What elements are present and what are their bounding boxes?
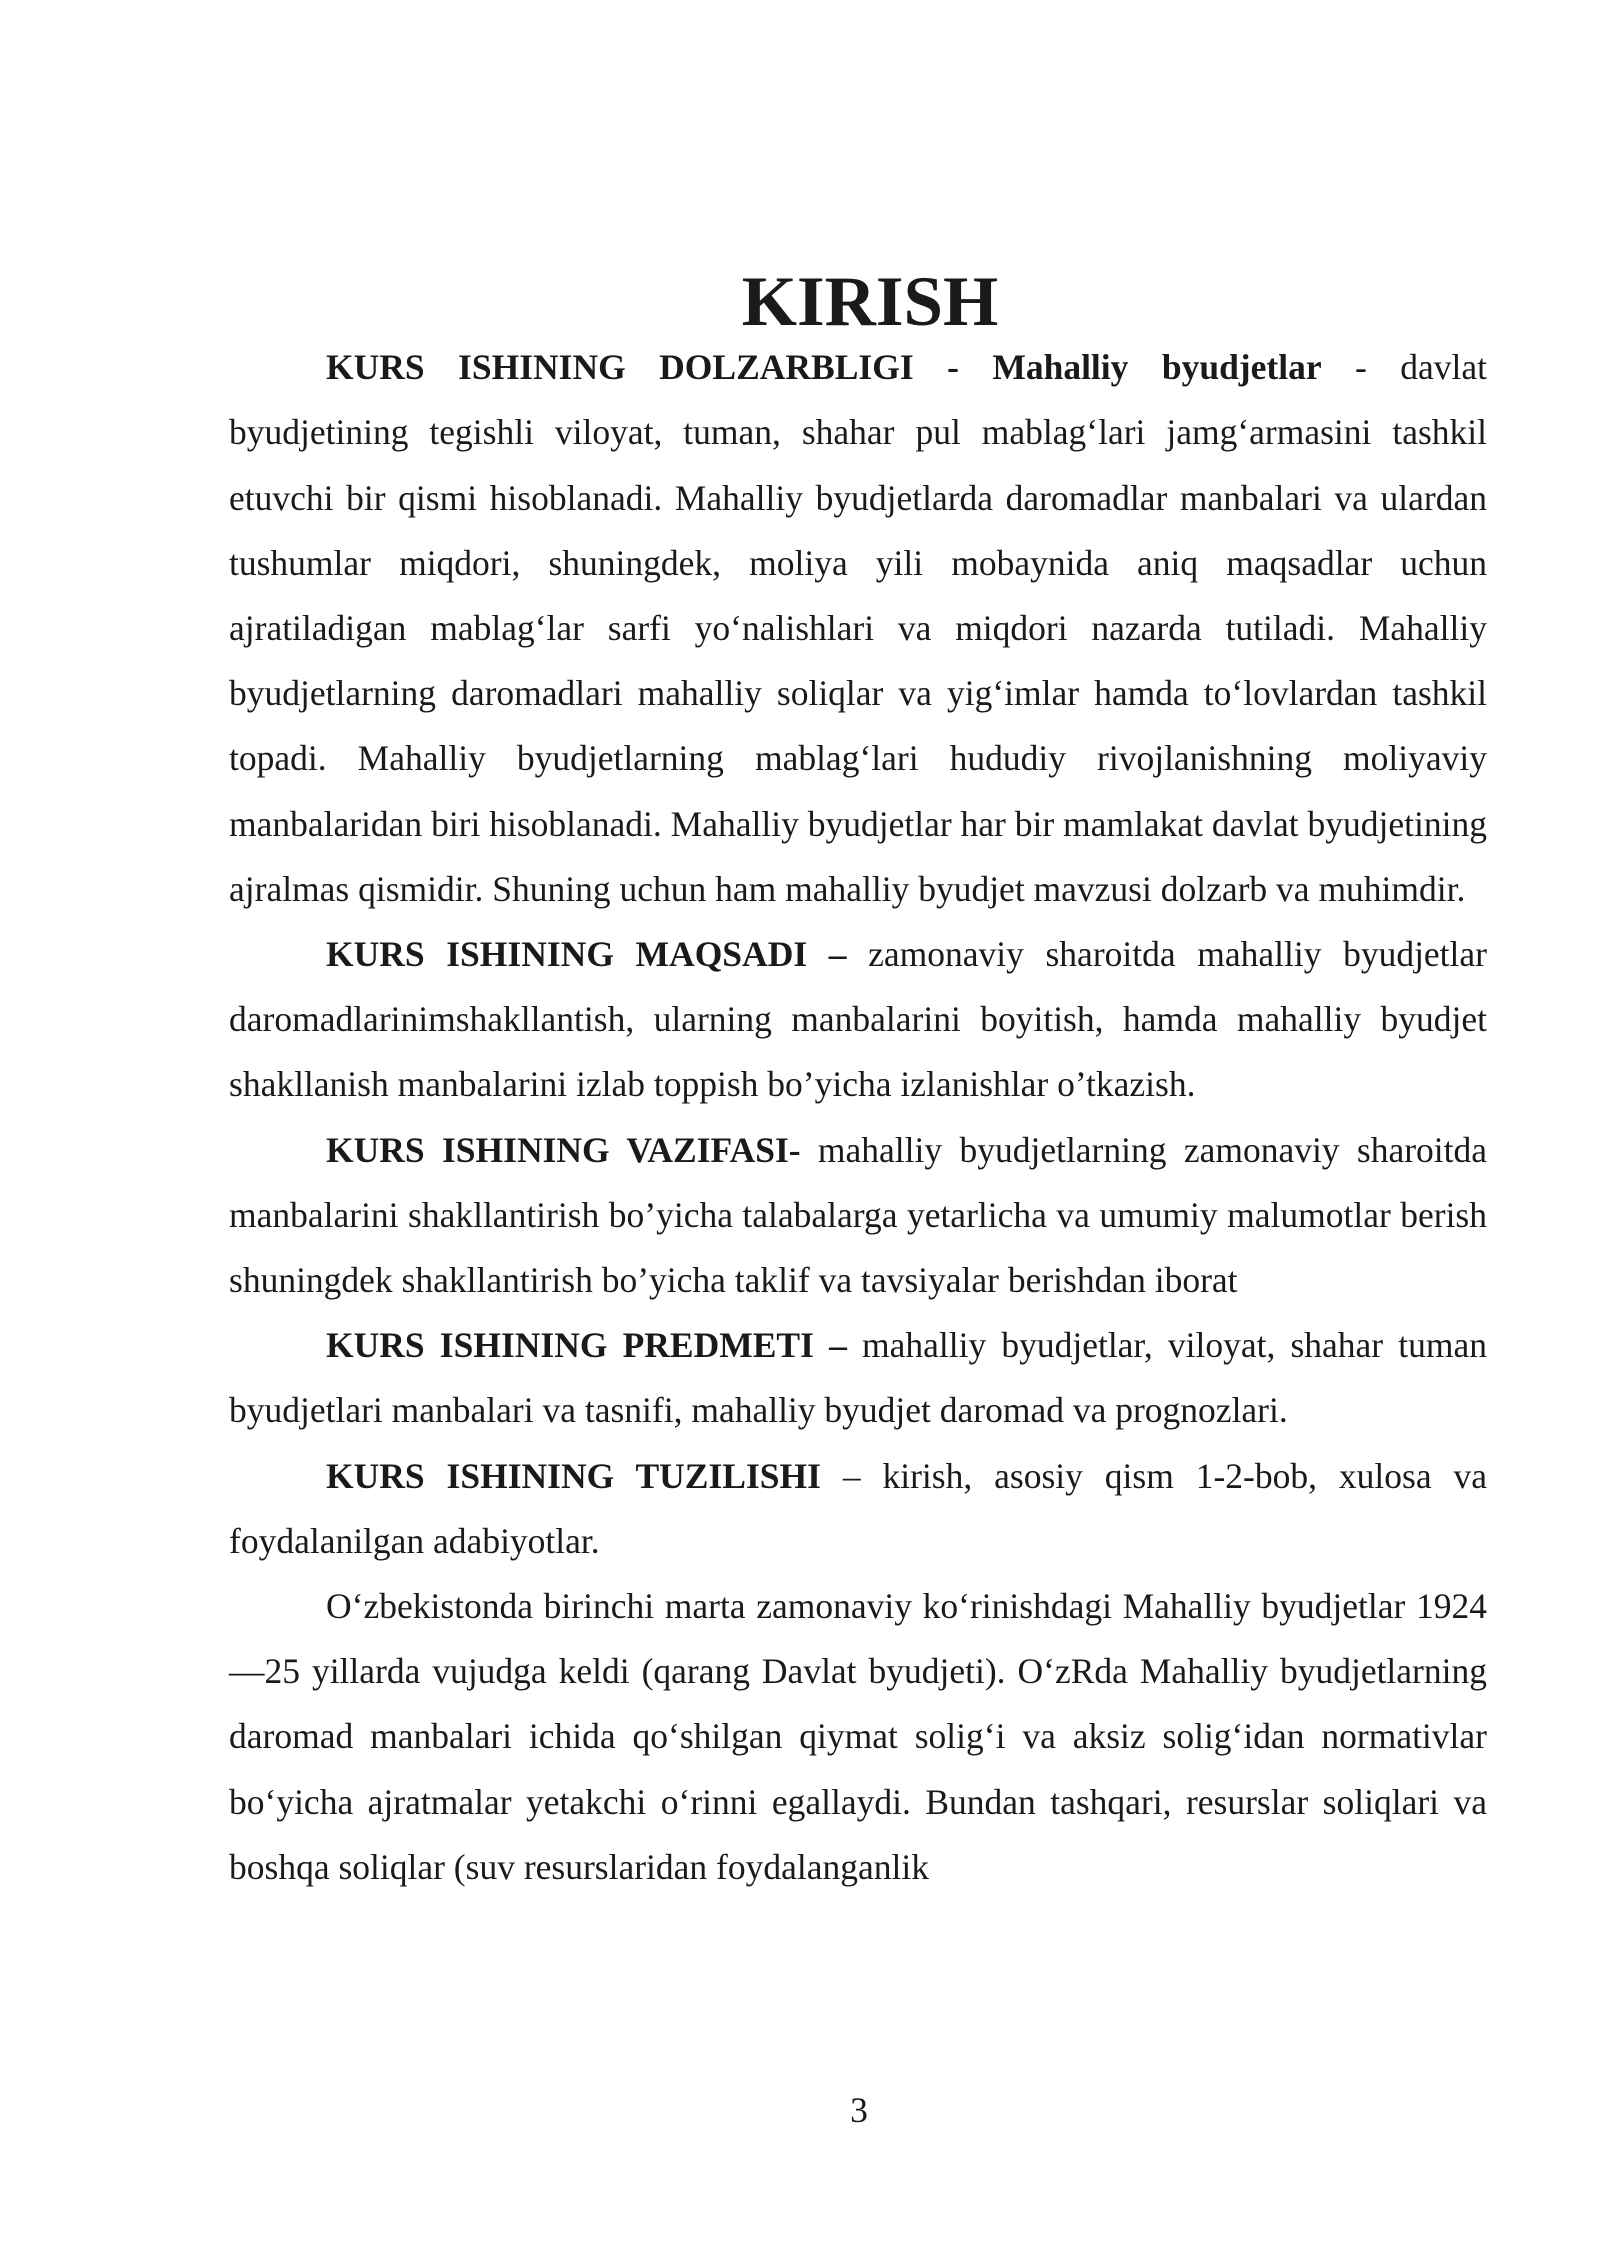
paragraph-lead: KURS ISHINING DOLZARBLIGI - Mahalliy byudjetlar — [326, 347, 1322, 388]
paragraph-history — [229, 1574, 1487, 1900]
paragraph-structure — [229, 1444, 1487, 1574]
paragraph-relevance — [229, 335, 1487, 922]
paragraph-lead: KURS ISHINING MAQSADI – — [326, 934, 847, 975]
page-heading: KIRISH — [741, 263, 999, 341]
paragraph-lead: KURS ISHINING TUZILISHI — [326, 1455, 821, 1496]
paragraph-subject — [229, 1313, 1487, 1443]
paragraph-lead: KURS ISHINING VAZIFASI- — [326, 1129, 801, 1170]
paragraph-text: zamonaviy sharoitda mahalliy byudjetlar daromadlarinimshakllantish, ularning manbalarini boyitish, hamda mahalliy byudjet shakllanish manbalarini izlab toppish bo’yicha izlanishlar o’tkazish. — [229, 934, 1487, 1105]
paragraph-text: mahalliy byudjetlar, viloyat, shahar tuman byudjetlari manbalari va tasnifi, mahalliy byudjet daromad va prognozlari. — [229, 1325, 1487, 1431]
paragraph-text: O‘zbekistonda birinchi marta zamonaviy ko‘rinishdagi Mahalliy byudjetlar 1924—25 yillarda vujudga keldi (qarang Davlat byudjeti). O‘zRda Mahalliy byudjetlarning daromad manbalari ichida qo‘shilgan qiymat solig‘i va aksiz solig‘idan normativlar bo‘yicha ajratmalar yetakchi o‘rinni egallaydi. Bundan tashqari, resurslar soliqlari va boshqa soliqlar (suv resurslaridan foydalanganlik — [229, 1586, 1487, 1887]
paragraph-text: mahalliy byudjetlarning zamonaviy sharoitda manbalarini shakllantirish bo’yicha talabalarga yetarlicha va umumiy malumotlar berish shuningdek shakllantirish bo’yicha taklif va tavsiyalar berishdan iborat — [229, 1129, 1488, 1301]
paragraph-lead: KURS ISHINING PREDMETI – — [326, 1325, 847, 1366]
paragraph-task — [229, 1118, 1487, 1314]
page-number: 3 — [850, 2090, 868, 2130]
paragraph-text: - davlat byudjetining tegishli viloyat, tuman, shahar pul mablag‘lari jamg‘armasini tashkil etuvchi bir qismi hisoblanadi. Mahalliy byudjetlarda daromadlar manbalari va ulardan tushumlar miqdori, shuningdek, moliya yili mobaynida aniq maqsadlar uchun ajratiladigan mablag‘lar sarfi yo‘nalishlari va miqdori nazarda tutiladi. Mahalliy byudjetlarning daromadlari mahalliy soliqlar va yig‘imlar hamda to‘lovlardan tashkil topadi. Mahalliy byudjetlarning mablag‘lari hududiy rivojlanishning moliyaviy manbalaridan biri hisoblanadi. Mahalliy byudjetlar har bir mamlakat davlat byudjetining ajralmas qismidir. Shuning uchun ham mahalliy byudjet mavzusi dolzarb va muhimdir. — [229, 347, 1488, 909]
document-page — [229, 263, 1488, 1900]
paragraph-text: – kirish, asosiy qism 1-2-bob, xulosa va foydalanilgan adabiyotlar. — [229, 1455, 1487, 1561]
paragraph-goal — [229, 922, 1487, 1118]
